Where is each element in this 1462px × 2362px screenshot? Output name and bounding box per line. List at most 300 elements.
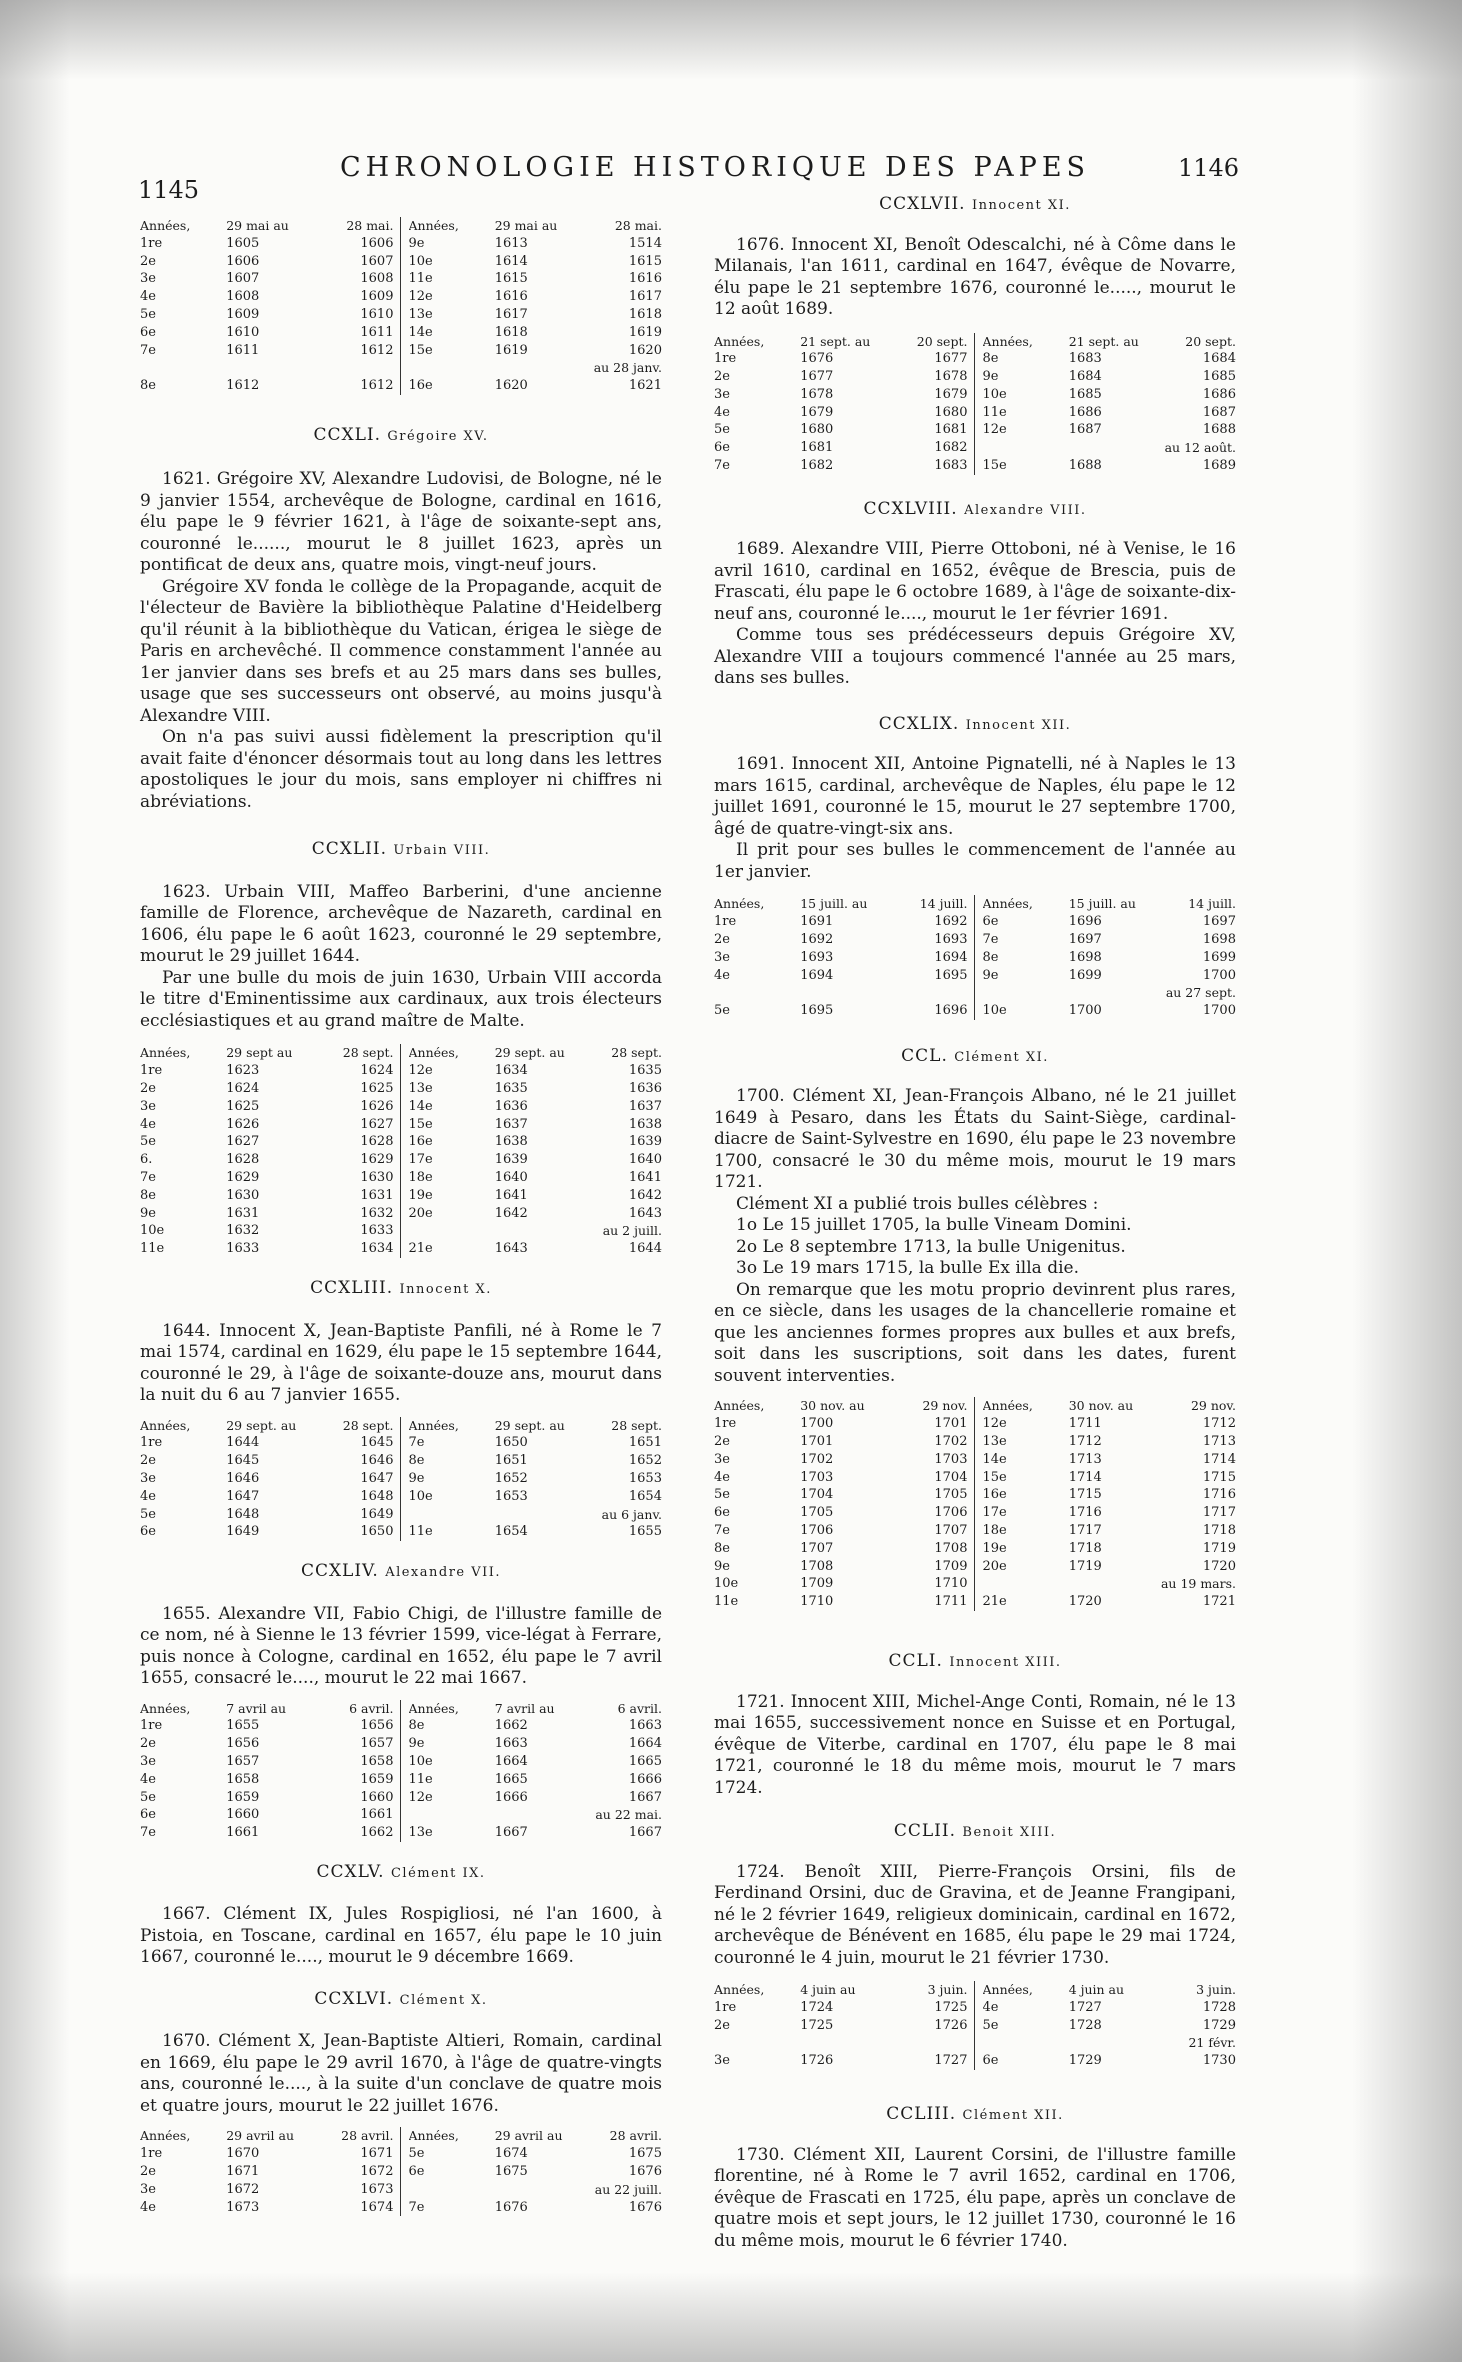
table-row (714, 1540, 968, 1558)
table-header-row (409, 1044, 663, 1062)
year-start: 1614 (494, 253, 528, 269)
pope-name: Clément XI. (954, 1049, 1049, 1065)
year-end: 1725 (934, 1999, 968, 2015)
year-end: 1720 (1202, 1558, 1236, 1574)
paragraph: 2o Le 8 septembre 1713, la bulle Unigenitus. (736, 1236, 1126, 1257)
table-row (409, 1488, 663, 1506)
year-ordinal: 13e (408, 1825, 433, 1841)
year-end: 1641 (628, 1170, 662, 1186)
year-ordinal: 9e (982, 369, 999, 385)
year-ordinal: 6e (982, 914, 999, 930)
table-header-row (983, 333, 1237, 351)
section-heading (140, 425, 662, 448)
year-end: 1683 (934, 458, 968, 474)
table-row (409, 235, 663, 253)
year-ordinal: 6. (140, 1152, 153, 1168)
table-row (983, 1469, 1237, 1487)
year-end: 1729 (1202, 2017, 1236, 2033)
table-note: au 6 janv. (601, 1506, 662, 1522)
year-ordinal: 4e (140, 289, 156, 305)
paragraph: 1667. Clément IX, Jules Rospigliosi, né l'an 1600, à Pistoia, en Toscane, cardinal en 1657, élu pape le 10 juin 1667, couronné le...., mourut le 9 décembre 1669. (140, 1904, 662, 1968)
year-ordinal: 8e (714, 1540, 730, 1556)
year-end: 1657 (360, 1736, 394, 1752)
pope-name: Clément X. (399, 1992, 488, 2008)
year-ordinal: 6e (140, 1807, 156, 1823)
table-header-cell: 20 sept. (916, 333, 968, 349)
year-end: 1693 (934, 931, 968, 947)
year-ordinal: 21e (408, 1241, 433, 1257)
year-end: 1714 (1202, 1451, 1236, 1467)
table-header-cell: Années, (140, 2128, 191, 2144)
table-header-cell: Années, (982, 1398, 1033, 1414)
year-ordinal: 10e (408, 253, 433, 269)
year-end: 1633 (360, 1223, 394, 1239)
year-ordinal: 7e (408, 1435, 425, 1451)
table-row (983, 1504, 1237, 1522)
table-row (140, 1771, 394, 1789)
year-end: 1716 (1202, 1487, 1236, 1503)
year-ordinal: 4e (140, 1116, 156, 1132)
table-row (140, 1789, 394, 1807)
table-row (140, 1062, 394, 1080)
table-row (140, 1470, 394, 1488)
table-half-left (714, 895, 975, 1020)
year-ordinal: 2e (140, 1453, 156, 1469)
year-end: 1612 (360, 342, 394, 358)
table-header-cell: 28 sept. (342, 1417, 394, 1433)
year-start: 1729 (1068, 2053, 1102, 2069)
year-end: 1664 (628, 1736, 662, 1752)
table-half-right (401, 1700, 663, 1842)
year-start: 1674 (494, 2146, 528, 2162)
pope-name: Innocent XIII. (949, 1655, 1062, 1671)
year-start: 1663 (494, 1736, 528, 1752)
year-end: 1671 (360, 2146, 394, 2162)
table-row (714, 439, 968, 457)
year-start: 1706 (800, 1523, 834, 1539)
table-header-cell: Années, (714, 896, 765, 912)
year-end: 1658 (360, 1754, 394, 1769)
year-end: 1659 (360, 1771, 394, 1787)
year-start: 1647 (226, 1488, 260, 1504)
table-row (714, 913, 968, 931)
year-start: 1665 (494, 1771, 528, 1787)
year-ordinal: 8e (982, 351, 999, 367)
paragraph: 1623. Urbain VIII, Maffeo Barberini, d'une ancienne famille de Florence, archevêque de Nazareth, cardinal en 1606, élu pape le 6 août 1623, couronné le 29 septembre, mourut le 29 juillet 1644. (140, 881, 662, 967)
year-start: 1671 (226, 2164, 260, 2180)
year-start: 1628 (226, 1152, 260, 1168)
table-row (714, 1575, 968, 1593)
year-end: 1708 (934, 1540, 968, 1556)
year-start: 1686 (1068, 404, 1102, 420)
section-heading (714, 194, 1236, 217)
year-end: 1713 (1202, 1434, 1236, 1450)
table-header-cell: 29 sept. au (494, 1417, 565, 1433)
year-start: 1716 (1068, 1505, 1102, 1521)
year-start: 1646 (226, 1470, 260, 1486)
year-ordinal: 8e (140, 378, 156, 394)
year-end: 1709 (934, 1558, 968, 1574)
year-end: 1675 (628, 2146, 662, 2162)
year-ordinal: 9e (408, 1736, 425, 1752)
year-start: 1695 (800, 1003, 834, 1019)
year-start: 1679 (800, 404, 834, 420)
year-start: 1656 (226, 1736, 260, 1752)
year-end: 1656 (360, 1718, 394, 1734)
section-number: CCXLIX. (878, 713, 960, 734)
year-start: 1657 (226, 1754, 260, 1769)
year-start: 1660 (226, 1807, 260, 1823)
year-ordinal: 9e (714, 1558, 730, 1574)
year-start: 1705 (800, 1505, 834, 1521)
year-end: 1718 (1202, 1523, 1236, 1539)
year-start: 1661 (226, 1825, 260, 1841)
year-start: 1676 (494, 2199, 528, 2215)
section-heading (140, 1561, 662, 1584)
table-half-left (140, 217, 401, 395)
year-ordinal: 15e (408, 342, 433, 358)
year-ordinal: 11e (714, 1594, 739, 1610)
year-end: 1705 (934, 1487, 968, 1503)
table-half-left (140, 1044, 401, 1258)
year-end: 1684 (1202, 351, 1236, 367)
year-ordinal: 5e (140, 1506, 156, 1522)
year-start: 1623 (226, 1063, 260, 1079)
section-heading (714, 2104, 1236, 2127)
table-header-row (714, 895, 968, 913)
table-header-cell: Années, (140, 1045, 191, 1061)
table-header-row (140, 1700, 394, 1718)
paragraph: On remarque que les motu proprio devinrent plus rares, en ce siècle, dans les usages de la chancellerie romaine et que les anciennes formes propres aux bulles et aux brefs, soit dans les suscriptions, soit dans les dates, furent souvent interventies. (714, 1279, 1236, 1386)
table-row (714, 1522, 968, 1540)
year-ordinal: 9e (140, 1205, 156, 1221)
year-start: 1618 (494, 324, 528, 340)
paragraph: 1621. Grégoire XV, Alexandre Ludovisi, de Bologne, né le 9 janvier 1554, archevêque de Bologne, cardinal en 1616, élu pape le 9 février 1621, à l'âge de soixante-sept ans, couronné le......, mourut le 8 juillet 1623, après un pontificat de deux ans, quatre mois, vingt-neuf jours. (140, 469, 662, 576)
pope-name: Alexandre VII. (385, 1565, 502, 1581)
year-ordinal: 2e (140, 2164, 156, 2180)
year-start: 1672 (226, 2181, 260, 2197)
table-row (409, 1240, 663, 1258)
year-end: 1676 (628, 2199, 662, 2215)
year-end: 1655 (628, 1524, 662, 1540)
year-start: 1636 (494, 1098, 528, 1114)
table-note: au 2 juill. (602, 1223, 662, 1239)
year-start: 1630 (226, 1187, 260, 1203)
table-half-left (714, 333, 975, 475)
section-number: CCXLVIII. (863, 498, 958, 519)
year-end: 1630 (360, 1170, 394, 1186)
year-ordinal: 16e (982, 1487, 1007, 1503)
year-end: 1607 (360, 253, 394, 269)
table-header-row (140, 1044, 394, 1062)
year-end: 1677 (934, 351, 968, 367)
year-start: 1724 (800, 1999, 834, 2015)
table-header-cell: 28 sept. (611, 1045, 662, 1061)
year-ordinal: 17e (982, 1505, 1007, 1521)
table-header-row (409, 1417, 663, 1435)
year-ordinal: 8e (408, 1718, 425, 1734)
table-row (140, 2145, 394, 2163)
table-row (714, 1433, 968, 1451)
year-start: 1700 (1068, 1003, 1102, 1019)
year-end: 1682 (934, 440, 968, 456)
year-end: 1629 (360, 1152, 394, 1168)
year-ordinal: 7e (140, 1825, 156, 1841)
year-ordinal: 2e (714, 369, 730, 385)
year-start: 1712 (1068, 1434, 1102, 1450)
year-end: 1624 (360, 1063, 394, 1079)
year-start: 1666 (494, 1789, 528, 1805)
year-end: 1611 (360, 324, 394, 340)
year-ordinal: 19e (408, 1187, 433, 1203)
year-ordinal: 19e (982, 1540, 1007, 1556)
table-row (714, 2017, 968, 2035)
table-note-row (983, 984, 1237, 1002)
table-header-cell: Années, (140, 1700, 191, 1716)
year-end: 1634 (360, 1241, 394, 1257)
year-start: 1654 (494, 1524, 528, 1540)
table-header-cell: 7 avril au (494, 1700, 555, 1716)
year-ordinal: 6e (140, 324, 156, 340)
table-row (983, 967, 1237, 985)
year-end: 1686 (1202, 386, 1236, 402)
year-end: 1706 (934, 1505, 968, 1521)
table-header-cell: Années, (408, 1417, 459, 1433)
year-ordinal: 11e (140, 1241, 165, 1257)
year-ordinal: 3e (140, 2181, 156, 2197)
year-start: 1682 (800, 458, 834, 474)
year-end: 1644 (628, 1241, 662, 1257)
table-note: au 27 sept. (1165, 985, 1236, 1001)
table-row (983, 386, 1237, 404)
paragraph: 1700. Clément XI, Jean-François Albano, né le 21 juillet 1649 à Pesaro, dans les États du Saint-Siège, cardinal-diacre de Saint-Sylvestre en 1690, élu pape le 23 novembre 1700, consacré le 30 du même mois, mourut le 19 mars 1721. (714, 1086, 1236, 1193)
year-start: 1704 (800, 1487, 834, 1503)
year-end: 1695 (934, 967, 968, 983)
year-ordinal: 3e (140, 1470, 156, 1486)
year-ordinal: 5e (714, 1003, 730, 1019)
table-half-right (975, 333, 1237, 475)
year-end: 1653 (628, 1470, 662, 1486)
year-ordinal: 6e (140, 1524, 156, 1540)
table-row (714, 1469, 968, 1487)
paragraph: 1676. Innocent XI, Benoît Odescalchi, né à Côme dans le Milanais, l'an 1611, cardinal en 1647, évêque de Novarre, élu pape le 21 septembre 1676, couronné le....., mourut le 12 août 1689. (714, 234, 1236, 319)
year-start: 1678 (800, 386, 834, 402)
paragraph: 1724. Benoît XIII, Pierre-François Orsini, fils de Ferdinand Orsini, duc de Gravina, et de Jeanne Frangipani, né le 2 février 1649, religieux dominicain, cardinal en 1672, archevêque de Bénévent en 1685, élu pape le 29 mai 1724, couronné le 4 juin, mourut le 21 février 1730. (714, 1861, 1236, 1968)
paragraph: Clément XI a publié trois bulles célèbres : (736, 1193, 1099, 1214)
table-header-row (140, 217, 394, 235)
year-end: 1627 (360, 1116, 394, 1132)
section-number: CCLII. (893, 1821, 956, 1842)
chronology-table (140, 1417, 662, 1542)
year-start: 1624 (226, 1081, 260, 1097)
table-row (409, 324, 663, 342)
table-header-cell: Années, (982, 333, 1033, 349)
table-half-right (401, 1044, 663, 1258)
table-row (140, 1116, 394, 1134)
year-start: 1683 (1068, 351, 1102, 367)
pope-name: Innocent X. (399, 1282, 492, 1298)
year-end: 1632 (360, 1205, 394, 1221)
table-header-cell: 4 juin au (1068, 1982, 1125, 1998)
table-row (714, 1999, 968, 2017)
table-header-cell: 29 mai au (226, 218, 289, 233)
year-end: 1660 (360, 1789, 394, 1805)
table-header-row (140, 1417, 394, 1435)
year-start: 1698 (1068, 949, 1102, 965)
year-start: 1728 (1068, 2017, 1102, 2033)
scan-edge-left (0, 0, 70, 2362)
year-start: 1703 (800, 1469, 834, 1485)
year-end: 1643 (628, 1205, 662, 1221)
table-row (409, 2163, 663, 2181)
year-end: 1703 (934, 1451, 968, 1467)
pope-name: Clément XII. (962, 2108, 1064, 2123)
paragraph: 1721. Innocent XIII, Michel-Ange Conti, Romain, né le 13 mai 1655, successivement nonce en Suisse et en Portugal, évêque de Viterbe, cardinal en 1707, élu pape le 8 mai 1721, couronné le 18 du même mois, mourut le 7 mars 1724. (714, 1691, 1236, 1798)
year-ordinal: 10e (408, 1754, 433, 1769)
year-start: 1692 (800, 931, 834, 947)
year-end: 1663 (628, 1718, 662, 1734)
year-start: 1719 (1068, 1558, 1102, 1574)
table-row (714, 1415, 968, 1433)
table-note-row (409, 2181, 663, 2199)
year-end: 1676 (628, 2164, 662, 2180)
table-row (983, 1002, 1237, 1020)
paragraph: 1689. Alexandre VIII, Pierre Ottoboni, né à Venise, le 16 avril 1610, cardinal en 1652, évêque de Brescia, puis de Frascati, élu pape le 6 octobre 1689, à l'âge de soixante-dix-neuf ans, couronné le...., mourut le 1er février 1691. (714, 539, 1236, 624)
year-end: 1707 (934, 1523, 968, 1539)
year-start: 1662 (494, 1718, 528, 1734)
section-number: CCXLVI. (314, 1988, 394, 2009)
year-start: 1643 (494, 1241, 528, 1257)
year-start: 1725 (800, 2017, 834, 2033)
right-column (714, 194, 1236, 2252)
section-heading (714, 1046, 1236, 1069)
paragraph: 1644. Innocent X, Jean-Baptiste Panfili, né à Rome le 7 mai 1574, cardinal en 1629, élu pape le 15 septembre 1644, couronné le 29, à l'âge de soixante-douze ans, mourut dans la nuit du 6 au 7 janvier 1655. (140, 1320, 662, 1406)
table-half-right (401, 1417, 663, 1542)
year-end: 1606 (360, 235, 394, 251)
section-number: CCLIII. (886, 2104, 957, 2124)
year-ordinal: 21e (982, 1594, 1007, 1610)
year-ordinal: 3e (714, 1451, 730, 1467)
scan-edge-top (0, 0, 1462, 80)
year-ordinal: 9e (408, 1470, 425, 1486)
year-start: 1658 (226, 1771, 260, 1787)
table-row (409, 1080, 663, 1098)
year-end: 1514 (628, 235, 662, 251)
table-header-row (409, 217, 663, 235)
table-header-cell: Années, (714, 1982, 765, 1998)
year-end: 1640 (628, 1152, 662, 1168)
year-start: 1650 (494, 1435, 528, 1451)
year-end: 1667 (628, 1789, 662, 1805)
year-start: 1718 (1068, 1540, 1102, 1556)
table-note-row (983, 1575, 1237, 1593)
year-ordinal: 20e (982, 1558, 1007, 1574)
year-end: 1620 (628, 342, 662, 358)
year-end: 1700 (1202, 1003, 1236, 1019)
year-start: 1651 (494, 1453, 528, 1469)
table-half-right (975, 895, 1237, 1020)
table-row (714, 386, 968, 404)
year-ordinal: 3e (140, 1754, 156, 1769)
year-ordinal: 9e (408, 235, 425, 251)
year-start: 1608 (226, 289, 260, 305)
table-header-cell: Années, (408, 1045, 459, 1061)
table-row (140, 2199, 394, 2217)
year-end: 1697 (1202, 914, 1236, 930)
year-ordinal: 2e (140, 1736, 156, 1752)
year-end: 1698 (1202, 931, 1236, 947)
table-half-right (975, 1397, 1237, 1611)
table-header-cell: Années, (140, 1417, 191, 1433)
table-header-cell: 29 mai au (494, 218, 558, 233)
table-row (140, 1488, 394, 1506)
table-header-cell: 20 sept. (1185, 333, 1236, 349)
year-start: 1711 (1068, 1416, 1102, 1432)
table-row (409, 1717, 663, 1735)
table-header-cell: 28 avril. (609, 2128, 662, 2144)
year-start: 1610 (226, 324, 260, 340)
table-note-row (409, 1506, 663, 1524)
table-row (409, 1116, 663, 1134)
table-spacer-row (714, 2034, 968, 2052)
left-column (140, 217, 662, 2216)
table-row (714, 1558, 968, 1576)
table-header-cell: 14 juill. (919, 896, 968, 912)
section-number: CCXLIV. (300, 1561, 379, 1582)
table-half-right (401, 2127, 663, 2216)
table-row (714, 1486, 968, 1504)
table-header-cell: Années, (408, 1700, 459, 1716)
year-start: 1676 (800, 351, 834, 367)
year-ordinal: 4e (714, 967, 730, 983)
year-start: 1637 (494, 1116, 528, 1132)
year-start: 1653 (494, 1488, 528, 1504)
year-end: 1628 (360, 1134, 394, 1150)
year-ordinal: 14e (982, 1451, 1007, 1467)
table-note-row (409, 1806, 663, 1824)
year-start: 1667 (494, 1825, 528, 1841)
year-start: 1617 (494, 306, 528, 322)
table-row (140, 1169, 394, 1187)
year-ordinal: 1re (714, 351, 737, 367)
table-note-row (983, 2034, 1237, 2052)
year-start: 1607 (226, 271, 260, 287)
year-ordinal: 1re (140, 235, 163, 251)
pope-name: Innocent XI. (971, 198, 1071, 213)
year-start: 1611 (226, 342, 260, 358)
year-end: 1730 (1202, 2053, 1236, 2069)
year-end: 1687 (1202, 404, 1236, 420)
section-number: CCXLI. (313, 424, 381, 445)
table-header-cell: 3 juin. (1196, 1982, 1236, 1998)
table-note: au 22 juill. (594, 2181, 662, 2197)
year-ordinal: 16e (408, 1134, 433, 1150)
table-row (983, 368, 1237, 386)
year-end: 1710 (934, 1576, 968, 1592)
year-start: 1648 (226, 1506, 260, 1522)
table-row (714, 350, 968, 368)
table-note: au 22 mai. (595, 1807, 662, 1823)
chronology-table (140, 1044, 662, 1258)
year-start: 1626 (226, 1116, 260, 1132)
section-number: CCXLIII. (310, 1278, 394, 1299)
year-start: 1640 (494, 1170, 528, 1186)
year-end: 1666 (628, 1771, 662, 1787)
year-end: 1681 (934, 422, 968, 438)
year-start: 1655 (226, 1718, 260, 1734)
table-header-cell: Années, (714, 333, 765, 349)
pope-name: Clément IX. (390, 1865, 486, 1881)
